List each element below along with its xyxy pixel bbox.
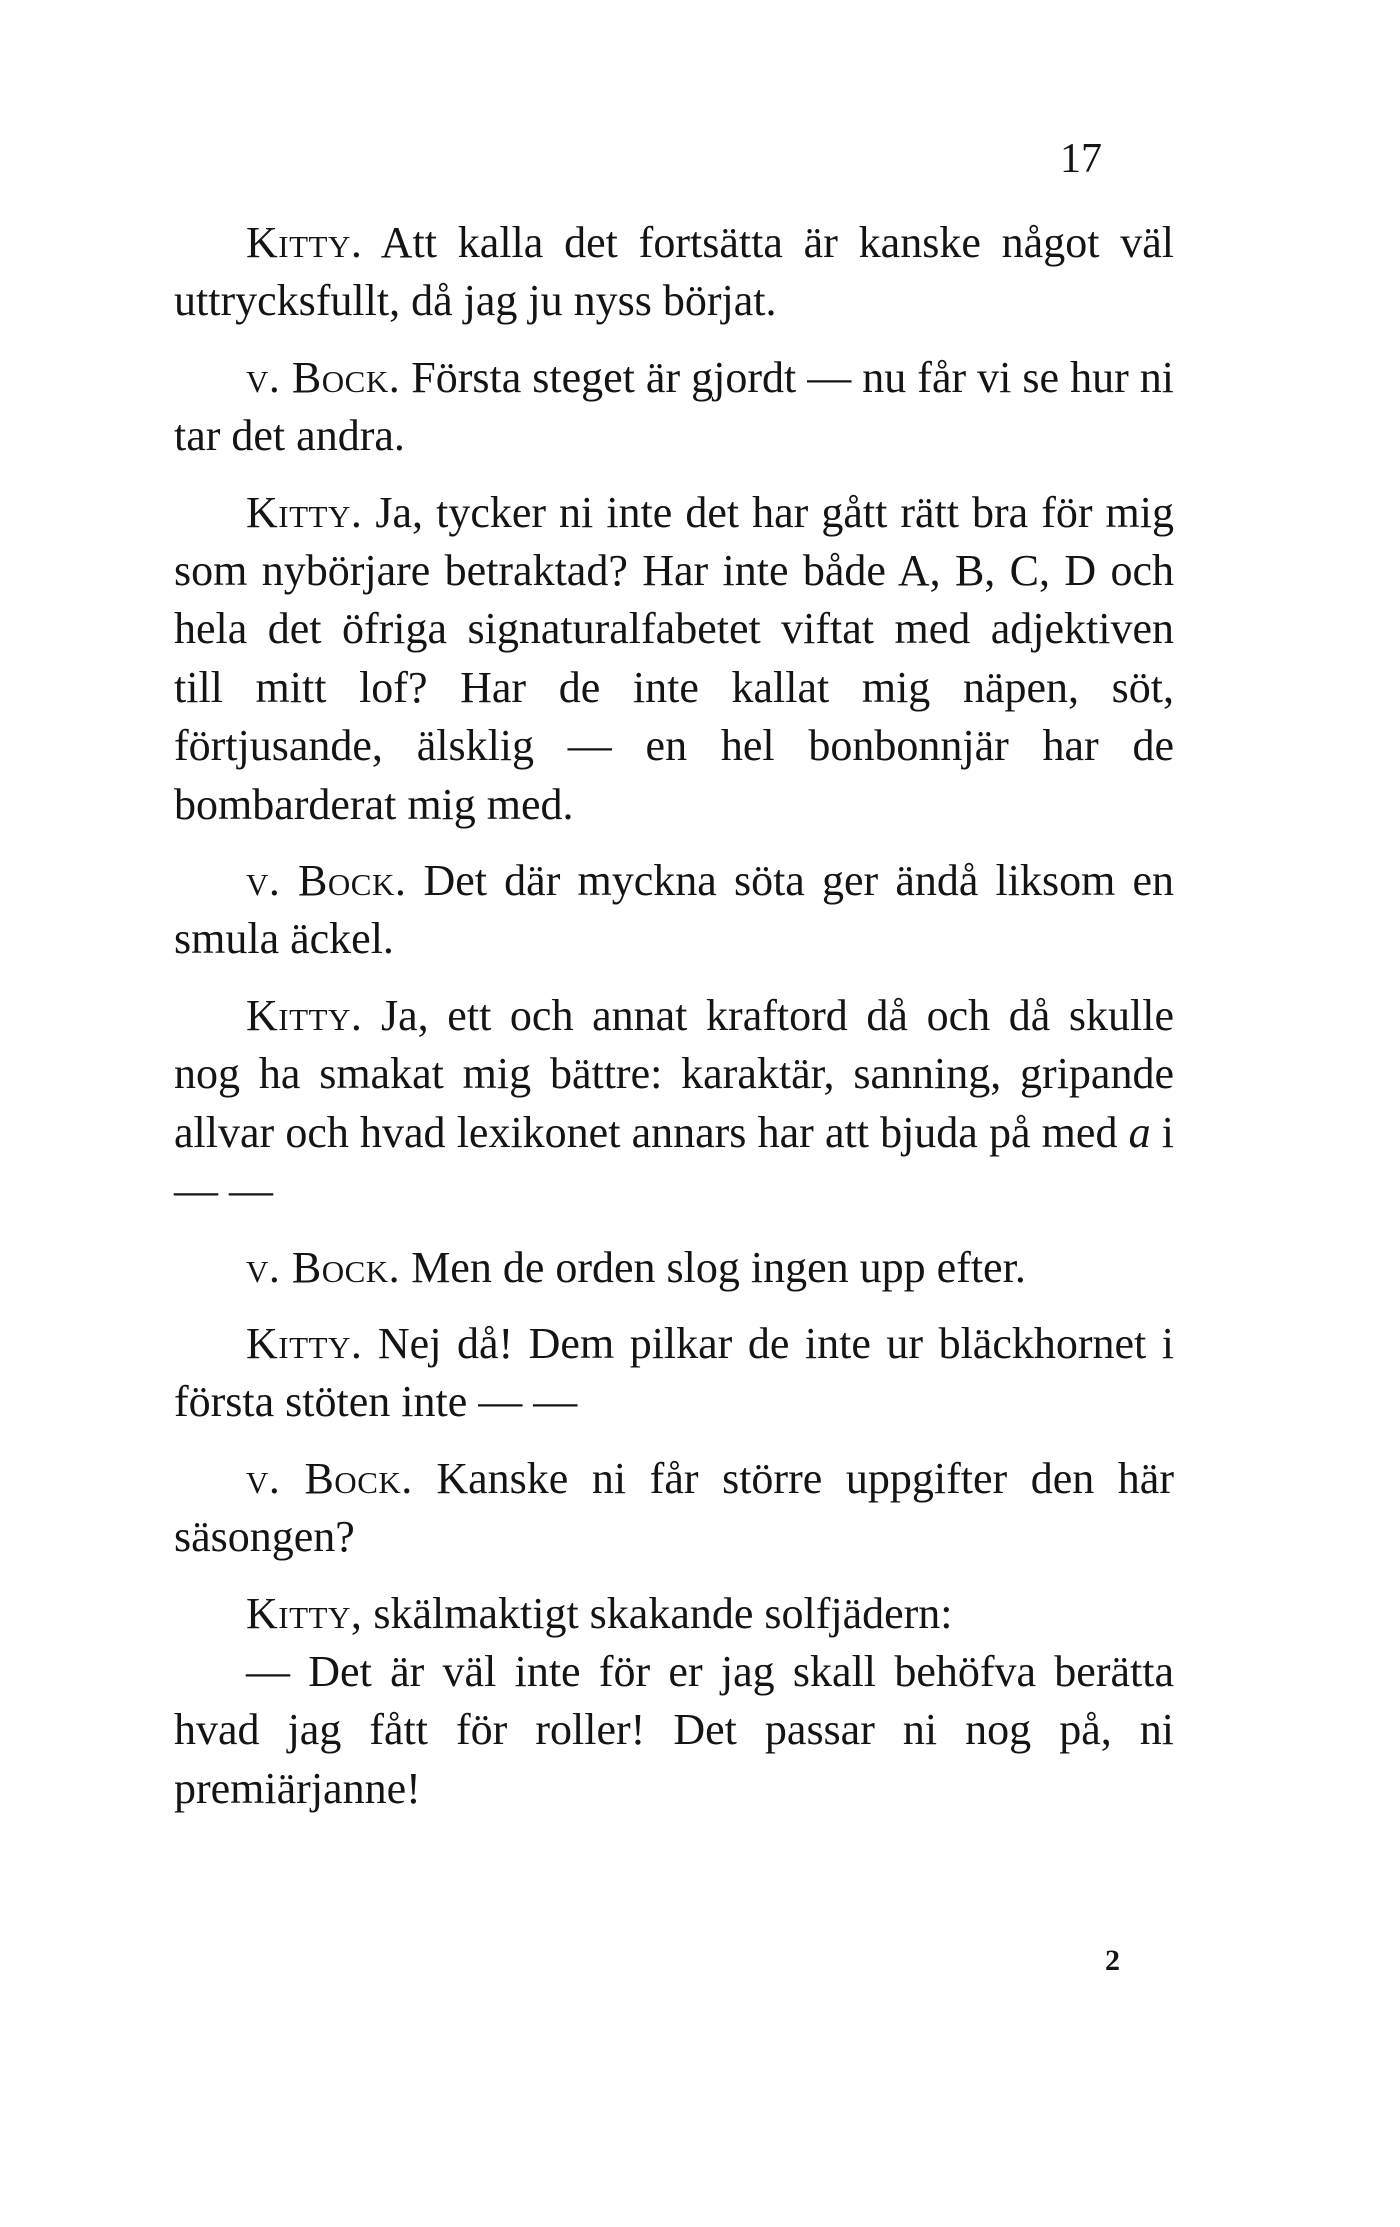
speech-kitty-final-heading: [174, 1585, 1174, 1643]
speech-bock-3: [174, 1239, 1174, 1297]
speech-kitty-final: [174, 1643, 1174, 1818]
signature-mark: 2: [1105, 1944, 1120, 1977]
speech-text: Första steget är gjordt — nu får vi se hur ni tar det andra.: [174, 352, 1174, 461]
speech-text: Ja, ett och annat kraftord då och då skulle nog ha smakat mig bättre: karaktär, sanning, gripande allvar och hvad lexikonet annars har att bjuda på med: [174, 990, 1175, 1157]
page-number: 17: [1060, 136, 1102, 182]
speaker-name: v. Bock.: [246, 856, 407, 906]
speaker-name: Kitty.: [246, 1318, 363, 1368]
speaker-name: v. Bock.: [246, 352, 401, 402]
speech-italic: a: [1128, 1107, 1151, 1157]
speaker-name: Kitty.: [246, 990, 363, 1040]
speaker-name: Kitty.: [246, 487, 363, 537]
speech-kitty-1: [174, 214, 1174, 331]
speech-text: Ja, tycker ni inte det har gått rätt bra för mig som nybörjare betraktad? Har inte både A, B, C, D och hela det öfriga signaturalfabetet viftat med adjektiven till mitt lof? Har de inte kallat mig näpen, söt, förtjusande, älsklig — en hel bonbonnjär har de bombarderat mig med.: [174, 487, 1175, 829]
speaker-name: Kitty.: [246, 218, 363, 267]
speech-bock-4: [174, 1450, 1174, 1567]
speech-text: Det där myckna söta ger ändå liksom en smula äckel.: [174, 856, 1175, 964]
dialogue-text: [174, 214, 1174, 1836]
stage-direction: skälmaktigt skakande solfjädern:: [373, 1588, 953, 1638]
speech-text: Men de orden slog ingen upp efter.: [411, 1242, 1026, 1292]
speech-tail: i — —: [174, 1107, 1175, 1216]
speaker-name: v. Bock.: [246, 1453, 413, 1503]
speech-text: — Det är väl inte för er jag skall behöfva berätta hvad jag fått för roller! Det passar ni nog på, ni premiärjanne!: [174, 1646, 1174, 1813]
speech-bock-2: [174, 852, 1174, 969]
speech-text: Att kalla det fortsätta är kanske något väl uttrycksfullt, då jag ju nyss börjat.: [174, 218, 1174, 326]
speech-kitty-4: [174, 1315, 1174, 1432]
speech-text: Nej då! Dem pilkar de inte ur bläckhornet i första stöten inte — —: [174, 1318, 1175, 1427]
speech-text: Kanske ni får större uppgifter den här säsongen?: [174, 1453, 1174, 1562]
speaker-name: v. Bock.: [246, 1242, 401, 1292]
speaker-name: Kitty,: [246, 1588, 363, 1638]
speech-kitty-2: [174, 484, 1174, 834]
speech-bock-1: [174, 349, 1174, 466]
speech-kitty-3: [174, 987, 1174, 1221]
